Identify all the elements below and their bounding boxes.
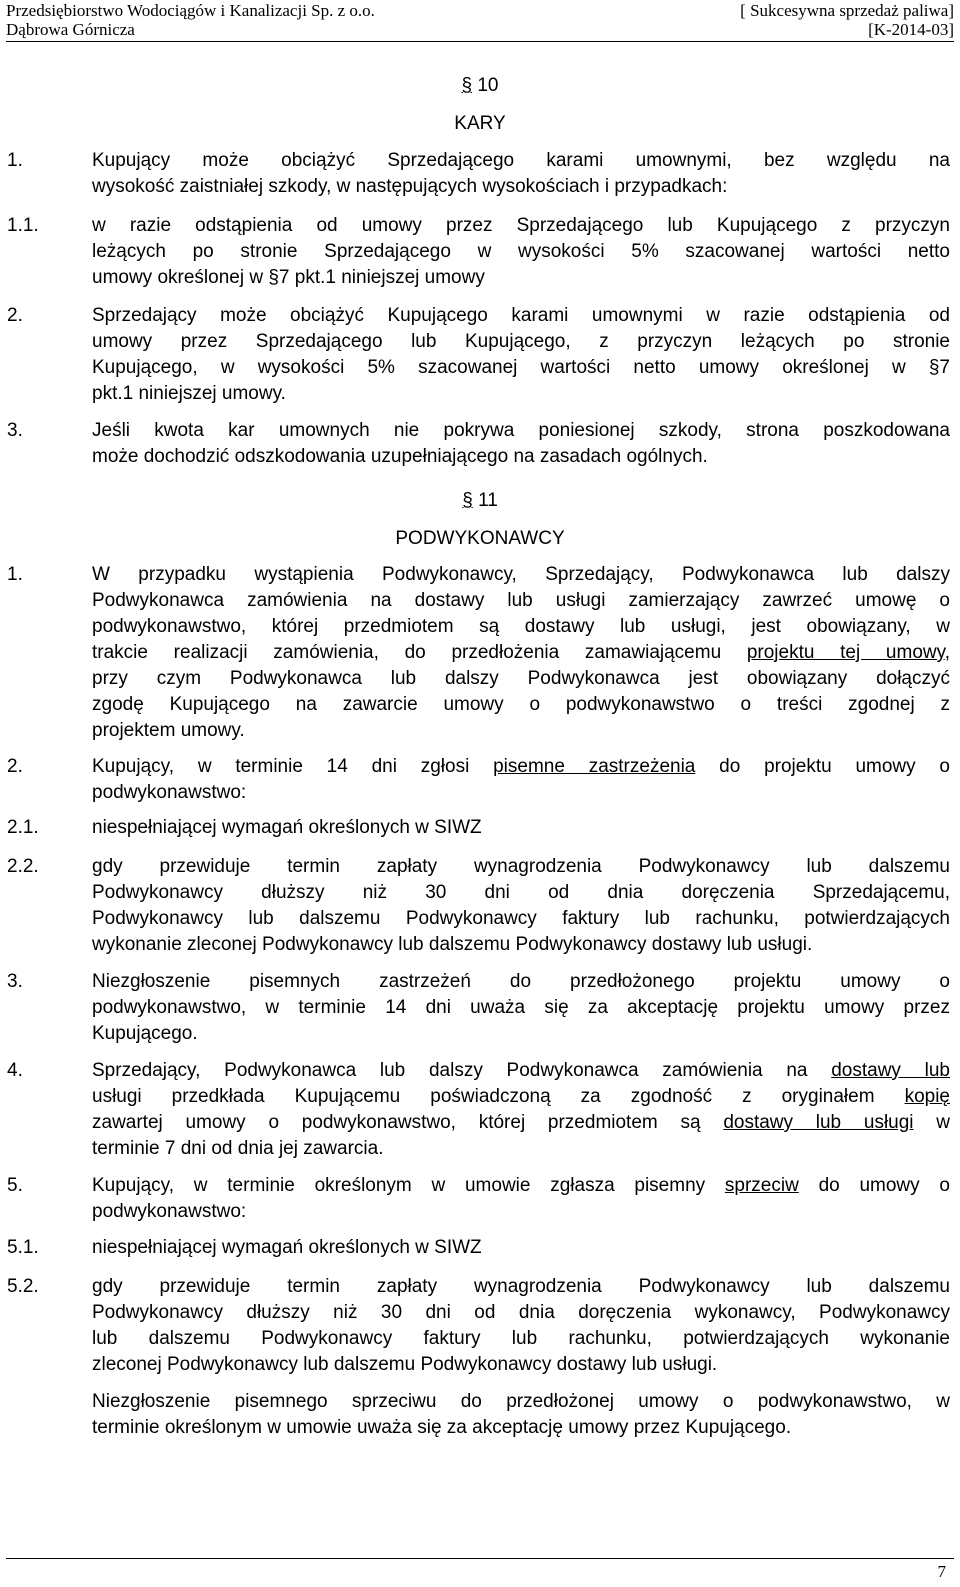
text-line: podwykonawstwo, której przedmiotem są dostawy lub usługi, jest obowiązany, w <box>92 616 950 637</box>
tender-title: [ Sukcesywna sprzedaż paliwa] <box>740 1 954 20</box>
text-line: W przypadku wystąpienia Podwykonawcy, Sprzedający, Podwykonawca lub dalszy <box>92 564 950 585</box>
text-line: terminie określonym w umowie uważa się za akceptację umowy przez Kupującego. <box>92 1417 792 1438</box>
text-line: wykonanie zleconej Podwykonawcy lub dalszemu Podwykonawcy dostawy lub usługi. <box>92 934 813 955</box>
section-11-number <box>0 490 960 512</box>
clause-number: 1. <box>7 564 23 585</box>
clause-text <box>92 1173 950 1225</box>
company-city: Dąbrowa Górnicza <box>6 20 135 39</box>
text-line: Podwykonawcy lub dalszemu Podwykonawcy faktury lub rachunku, potwierdzających <box>92 908 950 929</box>
clause-number: 3. <box>7 971 23 992</box>
text-line: umowy określonej w §7 pkt.1 niniejszej umowy <box>92 267 485 288</box>
text-line: podwykonawstwo: <box>92 782 247 803</box>
text-line: podwykonawstwo: <box>92 1201 247 1222</box>
text-line: Podwykonawcy dłuższy niż 30 dni od dnia doręczenia wykonawcy, Podwykonawcy <box>92 1302 950 1323</box>
text-line: Niezgłoszenie pisemnego sprzeciwu do przedłożonej umowy o podwykonawstwo, w <box>92 1391 950 1412</box>
clause-text <box>92 854 950 958</box>
underlined-phrase: sprzeciw <box>724 1175 799 1196</box>
text-line: leżących po stronie Sprzedającego w wysokości 5% szacowanej wartości netto <box>92 241 950 262</box>
underlined-phrase: dostawy lub usługi <box>723 1112 914 1133</box>
clause-number: 2. <box>7 756 23 777</box>
clause-number: 1. <box>7 150 23 171</box>
text-line: zawartej umowy o podwykonawstwo, której przedmiotem są dostawy lub usługi w <box>92 1112 951 1133</box>
clause-text <box>92 754 950 806</box>
text-line: może dochodzić odszkodowania uzupełniającego na zasadach ogólnych. <box>92 446 708 467</box>
text-line: usługi przedkłada Kupującemu poświadczoną za zgodność z oryginałem kopię <box>92 1086 950 1107</box>
clause-text <box>92 213 950 291</box>
underlined-phrase: dostawy lub <box>831 1060 951 1081</box>
clause-number: 5. <box>7 1175 23 1196</box>
clause-text <box>92 1274 950 1378</box>
text-line: podwykonawstwo, w terminie 14 dni uważa się za akceptację projektu umowy przez <box>92 997 950 1018</box>
clause-text <box>92 418 950 470</box>
clause-text <box>92 1058 950 1162</box>
header-left <box>6 1 375 39</box>
text-line: niespełniającej wymagań określonych w SIWZ <box>92 817 482 838</box>
text-line: Podwykonawcy dłuższy niż 30 dni od dnia doręczenia Sprzedającemu, <box>92 882 950 903</box>
clause-text <box>92 148 950 200</box>
clause-text <box>92 1235 950 1261</box>
page-header <box>6 0 954 42</box>
text-line: niespełniającej wymagań określonych w SIWZ <box>92 1237 482 1258</box>
text-line: pkt.1 niniejszej umowy. <box>92 383 286 404</box>
clause-text <box>92 303 950 407</box>
text-line: Kupującego, w wysokości 5% szacowanej wartości netto umowy określonej w §7 <box>92 357 950 378</box>
text-line: zgodę Kupującego na zawarcie umowy o podwykonawstwo o treści zgodnej z <box>92 694 950 715</box>
text-line: Niezgłoszenie pisemnych zastrzeżeń do przedłożonego projektu umowy o <box>92 971 950 992</box>
clause-text <box>92 969 950 1047</box>
text-line: Podwykonawca zamówienia na dostawy lub usługi zamierzający zawrzeć umowę o <box>92 590 950 611</box>
text-line: Sprzedający, Podwykonawca lub dalszy Podwykonawca zamówienia na dostawy lub <box>92 1060 951 1081</box>
page-number: 7 <box>937 1562 946 1581</box>
text-line: umowy przez Sprzedającego lub Kupującego, z przyczyn leżących po stronie <box>92 331 950 352</box>
tender-code: [K-2014-03] <box>868 20 954 39</box>
text-line: Kupujący, w terminie określonym w umowie zgłasza pisemny sprzeciw do umowy o <box>92 1175 950 1196</box>
underlined-phrase: kopię <box>904 1086 950 1107</box>
underlined-phrase: projektu tej umowy <box>746 642 945 663</box>
text-line: zleconej Podwykonawcy lub dalszemu Podwykonawcy dostawy lub usługi. <box>92 1354 718 1375</box>
clause-number: 1.1. <box>7 215 39 236</box>
clause-number: 4. <box>7 1060 23 1081</box>
clause-number: 2.2. <box>7 856 39 877</box>
clause-number: 5.2. <box>7 1276 39 1297</box>
text-line: Jeśli kwota kar umownych nie pokrywa poniesionej szkody, strona poszkodowana <box>92 420 950 441</box>
header-right <box>740 1 954 39</box>
clause-text <box>92 1389 950 1441</box>
text-line: przy czym Podwykonawca lub dalszy Podwykonawca jest obowiązany dołączyć <box>92 668 950 689</box>
text-line: lub dalszemu Podwykonawcy faktury lub rachunku, potwierdzających wykonanie <box>92 1328 950 1349</box>
section-10-title: KARY <box>454 113 506 134</box>
clause-number: 3. <box>7 420 23 441</box>
clause-number: 2.1. <box>7 817 39 838</box>
text-line: Kupujący, w terminie 14 dni zgłosi pisemne zastrzeżenia do projektu umowy o <box>92 756 950 777</box>
clause-text <box>92 562 950 744</box>
section-number: 11 <box>478 490 498 511</box>
text-line: terminie 7 dni od dnia jej zawarcia. <box>92 1138 384 1159</box>
clause-number: 2. <box>7 305 23 326</box>
underlined-phrase: pisemne zastrzeżenia <box>493 756 696 777</box>
text-line: wysokość zaistniałej szkody, w następujących wysokościach i przypadkach: <box>92 176 728 197</box>
text-line: w razie odstąpienia od umowy przez Sprzedającego lub Kupującego z przyczyn <box>92 215 950 236</box>
text-line: projektem umowy. <box>92 720 245 741</box>
paragraph-symbol: § <box>462 490 473 511</box>
clause-number: 5.1. <box>7 1237 39 1258</box>
clause-text <box>92 815 950 841</box>
company-name: Przedsiębiorstwo Wodociągów i Kanalizacji Sp. z o.o. <box>6 1 375 20</box>
footer-rule <box>6 1558 954 1559</box>
section-10-number <box>0 75 960 97</box>
text-line: Sprzedający może obciążyć Kupującego karami umownymi w razie odstąpienia od <box>92 305 950 326</box>
section-number: 10 <box>477 75 499 96</box>
text-line: Kupującego. <box>92 1023 198 1044</box>
text-line: trakcie realizacji zamówienia, do przedłożenia zamawiającemu projektu tej umowy, <box>92 642 950 663</box>
paragraph-symbol: § <box>461 75 473 96</box>
text-line: gdy przewiduje termin zapłaty wynagrodzenia Podwykonawcy lub dalszemu <box>92 856 950 877</box>
text-line: gdy przewiduje termin zapłaty wynagrodzenia Podwykonawcy lub dalszemu <box>92 1276 950 1297</box>
text-line: Kupujący może obciążyć Sprzedającego karami umownymi, bez względu na <box>92 150 950 171</box>
section-11-title: PODWYKONAWCY <box>395 528 565 549</box>
